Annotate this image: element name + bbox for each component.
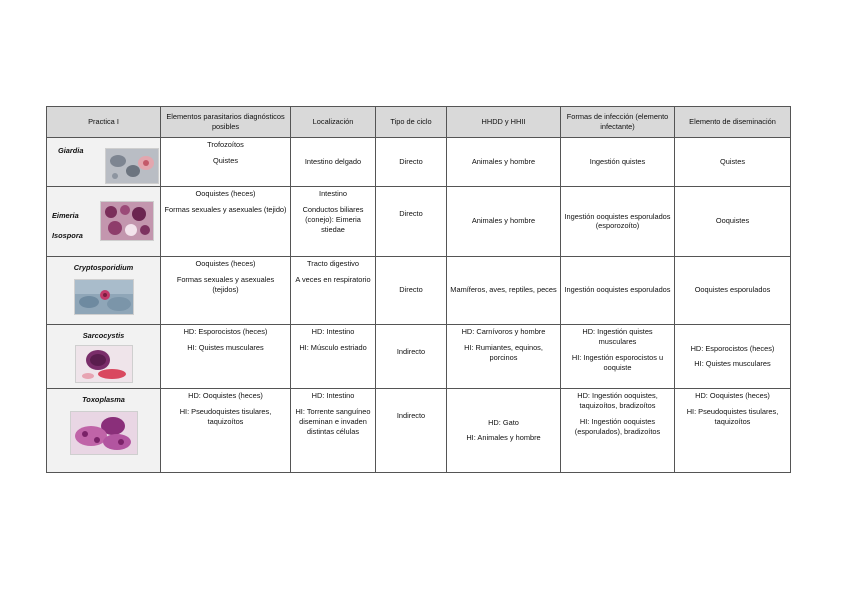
parasite-name: Giardia [58, 146, 84, 155]
text-line: HD: Ingestión quistes musculares [582, 326, 653, 346]
text-line: Ingestión quistes [589, 157, 646, 166]
diseminacion-cell [675, 324, 791, 388]
table-row [47, 324, 791, 388]
header-localizacion: Localización [291, 107, 376, 138]
header-infeccion: Formas de infección (elemento infectante) [561, 107, 675, 138]
text-line: Ooquistes esporulados [694, 285, 771, 295]
text-line: HI: Quistes musculares [187, 342, 264, 352]
text-line: Ooquistes (heces) [195, 258, 256, 268]
table-row [47, 186, 791, 256]
header-diseminacion: Elemento de diseminación [675, 107, 791, 138]
text-line: Mamíferos, aves, reptiles, peces [450, 285, 557, 295]
text-line: HI: Quistes musculares [694, 359, 771, 369]
ciclo-cell: Directo [376, 186, 447, 256]
header-elementos: Elementos parasitarios diagnósticos posibles [161, 107, 291, 138]
text-line: Formas sexuales y asexuales (tejidos) [176, 274, 275, 294]
localizacion-cell [291, 138, 376, 187]
elementos-cell [161, 388, 291, 472]
infeccion-cell [561, 138, 675, 187]
parasite-cell [47, 138, 161, 187]
text-line: HD: Esporocistos (heces) [690, 343, 775, 353]
localizacion-cell [291, 186, 376, 256]
micrograph-image [74, 279, 134, 315]
header-row [47, 107, 791, 138]
text-line: HI: Ingestión esporocistos u ooquiste [571, 352, 664, 372]
text-line: Ingestión ooquistes esporulados (esporozoíto) [564, 211, 671, 231]
ciclo-cell: Indirecto [376, 388, 447, 472]
parasite-name: Sarcocystis [82, 330, 125, 340]
parasite-cell [47, 324, 161, 388]
text-line: HD: Esporocistos (heces) [183, 326, 268, 336]
text-line: HI: Ingestión ooquistes (esporulados), bradizoítos [574, 416, 661, 436]
text-line: Quistes [719, 157, 746, 166]
infeccion-cell [561, 388, 675, 472]
text-line: HI: Animales y hombre [466, 433, 541, 443]
micrograph-image [70, 411, 138, 455]
localizacion-cell [291, 256, 376, 324]
hospedadores-cell [447, 256, 561, 324]
hospedadores-cell [447, 388, 561, 472]
text-line: A veces en respiratorio [295, 274, 371, 284]
text-line: Animales y hombre [471, 157, 536, 166]
text-line: HD: Carnívoros y hombre [461, 326, 546, 336]
text-line: HI: Pseudoquistes tisulares, taquizoítos [686, 406, 779, 426]
elementos-cell [161, 256, 291, 324]
text-line: Animales y hombre [471, 216, 536, 226]
parasite-cell [47, 186, 161, 256]
diseminacion-cell [675, 388, 791, 472]
elementos-cell [161, 186, 291, 256]
hospedadores-cell [447, 138, 561, 187]
infeccion-cell [561, 324, 675, 388]
hospedadores-cell [447, 186, 561, 256]
table-row [47, 256, 791, 324]
header-practica: Practica I [47, 107, 161, 138]
micrograph-image [75, 345, 133, 383]
diseminacion-cell [675, 256, 791, 324]
text-line: HD: Gato [488, 417, 519, 427]
text-line: HI: Músculo estriado [299, 342, 367, 352]
text-line: Conductos biliares (conejo): Eimeria stiedae [302, 204, 364, 234]
elementos-cell [161, 138, 291, 187]
text-line: Ooquistes [715, 216, 750, 226]
text-line: HI: Pseudoquistes tisulares, taquizoítos [179, 406, 272, 426]
parasite-cell [47, 256, 161, 324]
elementos-cell [161, 324, 291, 388]
text-line: HI: Rumiantes, equinos, porcinos [464, 342, 543, 362]
text-line: Intestino [319, 188, 347, 198]
localizacion-cell [291, 324, 376, 388]
micrograph-image [100, 201, 154, 241]
text-line: HD: Intestino [311, 326, 355, 336]
parasite-name: Eimeria [52, 210, 79, 220]
ciclo-cell: Indirecto [376, 324, 447, 388]
text-line: HD: Ooquistes (heces) [695, 390, 770, 400]
text-line: HI: Torrente sanguíneo diseminan e invaden distintas células [295, 406, 371, 436]
parasite-name: Cryptosporidium [73, 262, 134, 272]
localizacion-cell [291, 388, 376, 472]
ciclo-cell: Directo [376, 256, 447, 324]
parasite-cell [47, 388, 161, 472]
diseminacion-cell [675, 186, 791, 256]
parasite-table [46, 106, 791, 473]
infeccion-cell [561, 256, 675, 324]
header-hospedadores: HHDD y HHII [447, 107, 561, 138]
table-row [47, 388, 791, 472]
ciclo-cell: Directo [376, 138, 447, 187]
diseminacion-cell [675, 138, 791, 187]
parasite-name-alt: Isospora [52, 230, 83, 240]
text-line: Quistes [212, 155, 239, 165]
text-line: HD: Ingestión ooquistes, taquizoítos, bradizoítos [577, 390, 658, 410]
table-row [47, 138, 791, 187]
text-line: Tracto digestivo [307, 258, 359, 268]
text-line: Ooquistes (heces) [195, 188, 256, 198]
text-line: HD: Ooquistes (heces) [188, 390, 263, 400]
text-line: Ingestión ooquistes esporulados [564, 285, 671, 295]
text-line: Trofozoítos [207, 140, 244, 149]
hospedadores-cell [447, 324, 561, 388]
infeccion-cell [561, 186, 675, 256]
text-line: Formas sexuales y asexuales (tejido) [164, 204, 287, 214]
text-line: Intestino delgado [304, 157, 362, 166]
text-line: HD: Intestino [311, 390, 355, 400]
header-ciclo: Tipo de ciclo [376, 107, 447, 138]
parasite-name: Toxoplasma [82, 394, 125, 404]
micrograph-image [105, 148, 159, 184]
